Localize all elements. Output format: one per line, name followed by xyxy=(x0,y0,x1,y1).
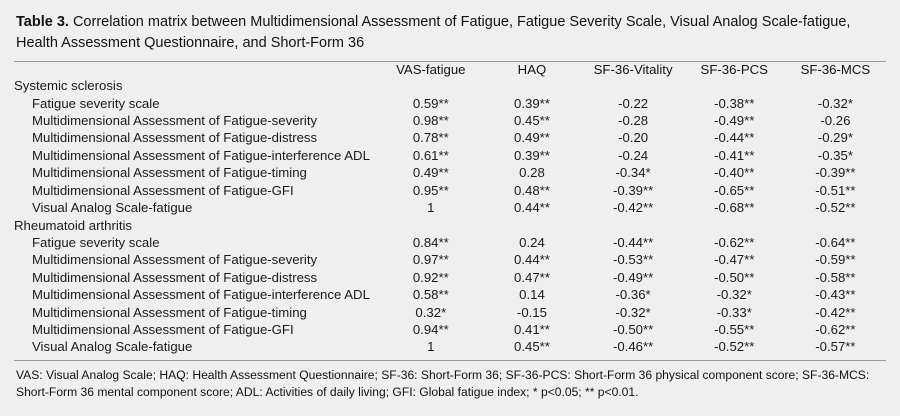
empty-cell xyxy=(684,217,785,234)
cell-value: 0.32* xyxy=(415,304,447,320)
cell-value: -0.50** xyxy=(714,269,755,285)
group-label-rheumatoid-arthritis: Rheumatoid arthritis xyxy=(14,217,133,233)
empty-cell xyxy=(785,77,886,94)
column-header-vas-fatigue: VAS-fatigue xyxy=(396,62,466,78)
cell-value: -0.57** xyxy=(815,339,856,355)
table-row xyxy=(14,147,886,164)
column-header-blank xyxy=(14,62,380,77)
cell-value: -0.42** xyxy=(815,304,856,320)
group-label-systemic-sclerosis: Systemic sclerosis xyxy=(14,78,123,94)
table-row xyxy=(14,338,886,355)
cell-value: 0.92** xyxy=(412,269,449,285)
cell-value: 1 xyxy=(427,339,435,355)
row-label: Multidimensional Assessment of Fatigue-interference ADL xyxy=(32,147,370,163)
table-body xyxy=(14,77,886,356)
cell-value: -0.65** xyxy=(714,182,755,198)
cell-value: 0.41** xyxy=(513,322,550,338)
cell-value: 0.39** xyxy=(513,95,550,111)
cell-value: -0.24 xyxy=(618,147,649,163)
table-row xyxy=(14,199,886,216)
cell-value: -0.33* xyxy=(716,304,752,320)
cell-value: -0.29* xyxy=(817,130,853,146)
cell-value: -0.22 xyxy=(618,95,649,111)
empty-cell xyxy=(481,217,582,234)
empty-cell xyxy=(380,217,481,234)
cell-value: 0.48** xyxy=(513,182,550,198)
table-row xyxy=(14,304,886,321)
cell-value: -0.39** xyxy=(612,182,654,198)
cell-value: 0.49** xyxy=(513,130,550,146)
row-label: Visual Analog Scale-fatigue xyxy=(32,339,193,355)
cell-value: -0.58** xyxy=(815,269,856,285)
cell-value: -0.53** xyxy=(612,252,654,268)
column-header-sf36-mcs: SF-36-MCS xyxy=(800,62,871,78)
row-label: Fatigue severity scale xyxy=(32,234,160,250)
table-caption xyxy=(16,12,884,53)
cell-value: -0.40** xyxy=(714,165,755,181)
table-row xyxy=(14,182,886,199)
table-row xyxy=(14,234,886,251)
table-row xyxy=(14,129,886,146)
cell-value: 0.95** xyxy=(412,182,449,198)
row-label: Multidimensional Assessment of Fatigue-severity xyxy=(32,113,318,128)
cell-value: -0.44** xyxy=(612,234,654,250)
cell-value: -0.28 xyxy=(618,113,649,128)
cell-value: -0.59** xyxy=(815,252,856,268)
cell-value: 0.61** xyxy=(412,147,449,163)
empty-cell xyxy=(583,77,684,94)
cell-value: -0.15 xyxy=(516,304,547,320)
row-label: Multidimensional Assessment of Fatigue-GFI xyxy=(32,322,294,338)
cell-value: 0.97** xyxy=(412,252,449,268)
cell-value: -0.44** xyxy=(714,130,755,146)
cell-value: -0.49** xyxy=(714,113,755,128)
empty-cell xyxy=(481,77,582,94)
cell-value: -0.52** xyxy=(714,339,755,355)
row-label: Multidimensional Assessment of Fatigue-severity xyxy=(32,252,318,268)
cell-value: -0.20 xyxy=(618,130,649,146)
table-caption-text: Correlation matrix between Multidimensional Assessment of Fatigue, Fatigue Severity Scale, Visual Analog Scale-fatigue, Health Assessment Questionnaire, and Short-Form 36 xyxy=(16,14,851,51)
cell-value: -0.64** xyxy=(815,234,856,250)
cell-value: -0.41** xyxy=(714,147,755,163)
cell-value: -0.52** xyxy=(815,200,856,216)
cell-value: -0.51** xyxy=(815,182,856,198)
cell-value: 0.45** xyxy=(513,339,550,355)
cell-value: 0.45** xyxy=(513,113,550,128)
table-row xyxy=(14,164,886,181)
row-label: Visual Analog Scale-fatigue xyxy=(32,200,193,216)
column-header-sf36-vitality: SF-36-Vitality xyxy=(593,62,673,78)
row-label: Multidimensional Assessment of Fatigue-GFI xyxy=(32,182,294,198)
empty-cell xyxy=(583,217,684,234)
cell-value: 0.98** xyxy=(412,113,449,128)
cell-value: -0.34* xyxy=(615,165,651,181)
cell-value: -0.39** xyxy=(815,165,856,181)
cell-value: 0.47** xyxy=(513,269,550,285)
cell-value: -0.47** xyxy=(714,252,755,268)
cell-value: 0.49** xyxy=(412,165,449,181)
cell-value: -0.36* xyxy=(615,287,651,303)
cell-value: 0.28 xyxy=(519,165,545,181)
empty-cell xyxy=(684,77,785,94)
table-row xyxy=(14,269,886,286)
cell-value: 0.14 xyxy=(519,287,545,303)
cell-value: 1 xyxy=(427,200,435,216)
column-header-haq: HAQ xyxy=(517,62,547,78)
cell-value: 0.24 xyxy=(519,234,545,250)
cell-value: 0.39** xyxy=(513,147,550,163)
cell-value: 0.78** xyxy=(412,130,449,146)
cell-value: 0.84** xyxy=(412,234,449,250)
cell-value: -0.26 xyxy=(820,113,851,128)
row-label: Fatigue severity scale xyxy=(32,95,160,111)
empty-cell xyxy=(380,77,481,94)
cell-value: -0.62** xyxy=(714,234,755,250)
cell-value: -0.68** xyxy=(714,200,755,216)
table-row xyxy=(14,251,886,268)
cell-value: -0.42** xyxy=(612,200,654,216)
cell-value: -0.32* xyxy=(817,95,853,111)
cell-value: 0.44** xyxy=(513,252,550,268)
correlation-matrix-table xyxy=(14,62,886,356)
row-label: Multidimensional Assessment of Fatigue-distress xyxy=(32,269,318,285)
cell-value: 0.44** xyxy=(513,200,550,216)
cell-value: -0.62** xyxy=(815,322,856,338)
table-row xyxy=(14,112,886,129)
cell-value: 0.59** xyxy=(412,95,449,111)
cell-value: -0.32* xyxy=(716,287,752,303)
table-row xyxy=(14,286,886,303)
table-row xyxy=(14,321,886,338)
row-label: Multidimensional Assessment of Fatigue-interference ADL xyxy=(32,287,370,303)
header-row xyxy=(14,62,886,77)
cell-value: 0.94** xyxy=(412,322,449,338)
cell-value: 0.58** xyxy=(412,287,449,303)
table-head xyxy=(14,62,886,77)
row-label: Multidimensional Assessment of Fatigue-distress xyxy=(32,130,318,146)
cell-value: -0.55** xyxy=(714,322,755,338)
group-header-row xyxy=(14,77,886,94)
cell-value: -0.38** xyxy=(714,95,755,111)
cell-value: -0.49** xyxy=(612,269,654,285)
group-header-row xyxy=(14,217,886,234)
cell-value: -0.50** xyxy=(612,322,654,338)
empty-cell xyxy=(785,217,886,234)
table-caption-label: Table 3. xyxy=(16,14,69,30)
cell-value: -0.46** xyxy=(612,339,654,355)
cell-value: -0.35* xyxy=(817,147,853,163)
table-row xyxy=(14,95,886,112)
row-label: Multidimensional Assessment of Fatigue-timing xyxy=(32,165,307,181)
column-header-sf36-pcs: SF-36-PCS xyxy=(700,62,768,78)
row-label: Multidimensional Assessment of Fatigue-timing xyxy=(32,304,307,320)
cell-value: -0.43** xyxy=(815,287,856,303)
table-footnote: VAS: Visual Analog Scale; HAQ: Health Assessment Questionnaire; SF-36: Short-Form 36; SF-36-PCS: Short-Form 36 physical component score; SF-36-MCS: Short-Form 36 mental component score; ADL: Activities of daily living; GFI: Global fatigue index; * p<0.05; ** p<0.01. xyxy=(16,367,870,399)
cell-value: -0.32* xyxy=(615,304,651,320)
